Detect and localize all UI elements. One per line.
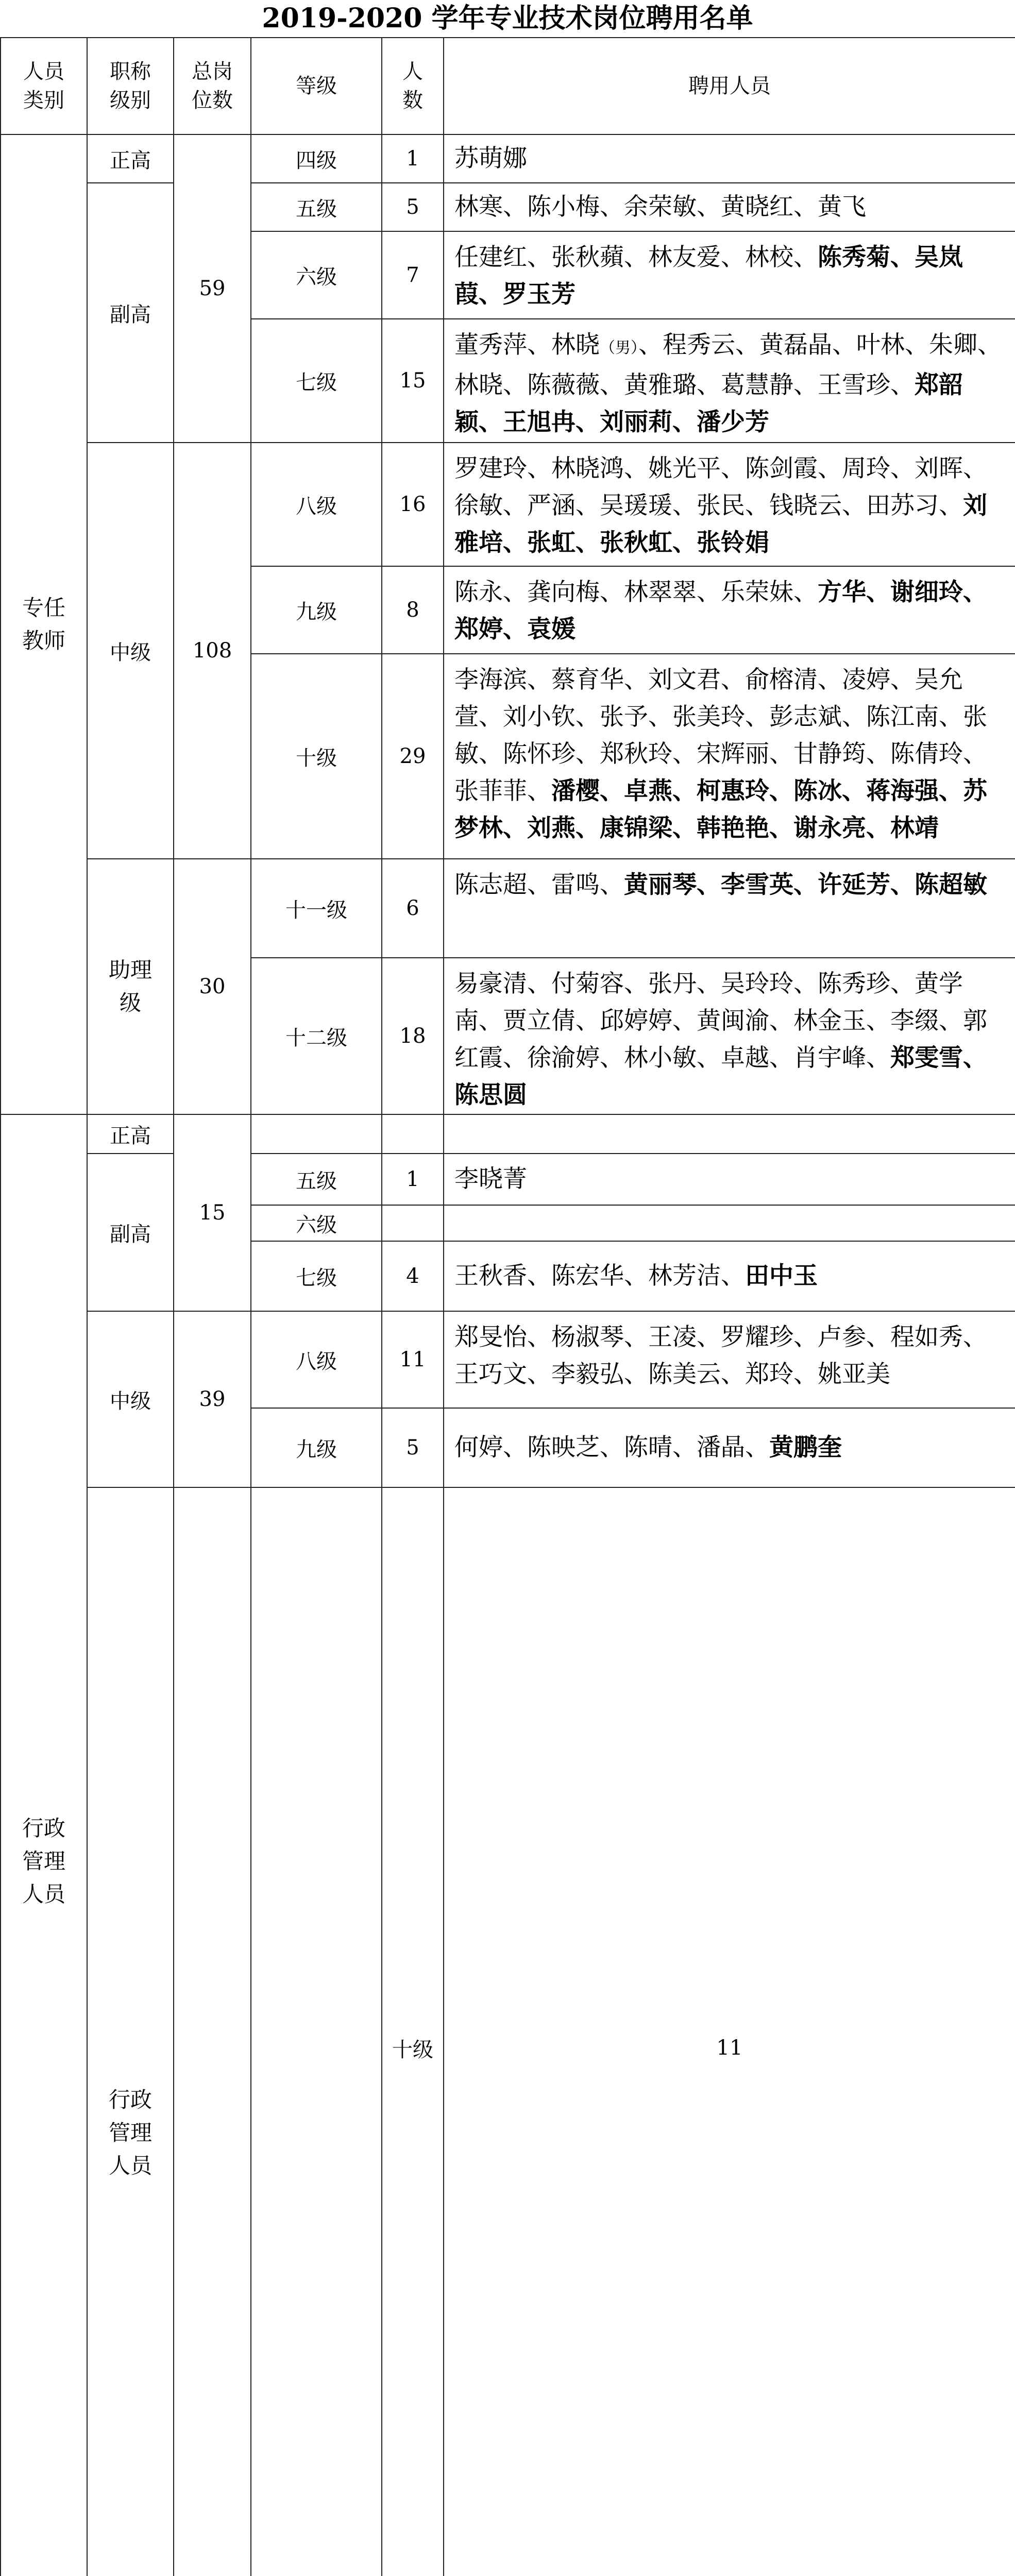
count	[382, 1205, 444, 1241]
appointees: 苏萌娜	[444, 134, 1015, 183]
grade: 六级	[251, 1205, 382, 1241]
level-assistant: 助理 级	[87, 859, 174, 1114]
appointment-table	[0, 37, 1015, 2576]
level-intermediate: 中级	[87, 1311, 174, 1487]
appointees: 易豪清、付菊容、张丹、吴玲玲、陈秀珍、黄学南、贾立倩、邱婷婷、黄闽渝、林金玉、李缀、郭红霞、徐渝婷、林小敏、卓越、肖宇峰、郑雯雪、陈思圆	[444, 958, 1015, 1114]
appointees: 林寒、陈小梅、余荣敏、黄晓红、黄飞	[444, 183, 1015, 231]
grade: 九级	[251, 566, 382, 654]
level-senior: 正高	[87, 134, 174, 183]
total-posts: 59	[174, 134, 251, 443]
count: 1	[382, 1154, 444, 1205]
count: 5	[382, 183, 444, 231]
table-row	[1, 1311, 1015, 1408]
count: 11	[444, 1487, 1015, 2576]
table-row	[1, 859, 1015, 958]
count: 6	[382, 859, 444, 958]
total-posts: 39	[174, 1311, 251, 1487]
table-row	[1, 134, 1015, 183]
level-associate-senior: 副高	[87, 1154, 174, 1311]
grade: 十二级	[251, 958, 382, 1114]
grade: 八级	[251, 1311, 382, 1408]
table-row	[1, 1114, 1015, 1154]
grade: 七级	[251, 1241, 382, 1311]
count: 1	[382, 134, 444, 183]
appointees: 董秀萍、林晓（男）、程秀云、黄磊晶、叶林、朱卿、林晓、陈薇薇、黄雅璐、葛慧静、王雪珍、郑韶颖、王旭冉、刘丽莉、潘少芳	[444, 319, 1015, 443]
page-title: 2019-2020 学年专业技术岗位聘用名单	[262, 3, 753, 34]
count: 16	[382, 443, 444, 566]
appointees	[444, 1205, 1015, 1241]
grade: 十一级	[251, 859, 382, 958]
count: 7	[382, 231, 444, 319]
header-total-posts: 总岗 位数	[174, 38, 251, 134]
grade	[251, 1114, 382, 1154]
grade: 十级	[382, 1487, 444, 2576]
count: 29	[382, 654, 444, 859]
grade: 五级	[251, 183, 382, 231]
level-senior: 正高	[87, 1114, 174, 1154]
appointees: 陈志超、雷鸣、黄丽琴、李雪英、许延芳、陈超敏	[444, 859, 1015, 958]
total-posts: 108	[174, 443, 251, 859]
header-appointees: 聘用人员	[444, 38, 1015, 134]
category-admin-staff-continued: 行政 管理 人员	[87, 1487, 174, 2576]
grade: 七级	[251, 319, 382, 443]
level-empty	[174, 1487, 251, 2576]
appointees: 李晓菁	[444, 1154, 1015, 1205]
appointees: 王秋香、陈宏华、林芳洁、田中玉	[444, 1241, 1015, 1311]
grade: 六级	[251, 231, 382, 319]
count: 18	[382, 958, 444, 1114]
total-posts: 15	[174, 1114, 251, 1311]
grade: 五级	[251, 1154, 382, 1205]
count: 15	[382, 319, 444, 443]
appointees: 李海滨、蔡育华、刘文君、俞榕清、凌婷、吴允萱、刘小钦、张予、张美玲、彭志斌、陈江南、张敏、陈怀珍、郑秋玲、宋辉丽、甘静筠、陈倩玲、张菲菲、潘樱、卓燕、柯惠玲、陈冰、蒋海强、苏梦林、刘燕、康锦梁、韩艳艳、谢永亮、林靖	[444, 654, 1015, 859]
table-header-row	[1, 38, 1015, 134]
table-row	[1, 1154, 1015, 1205]
appointees: 罗建玲、林晓鸿、姚光平、陈剑霞、周玲、刘晖、徐敏、严涵、吴瑗瑗、张民、钱晓云、田苏习、刘雅培、张虹、张秋虹、张铃娟	[444, 443, 1015, 566]
header-title-level: 职称 级别	[87, 38, 174, 134]
grade: 九级	[251, 1408, 382, 1487]
level-intermediate: 中级	[87, 443, 174, 859]
category-admin-staff: 行政 管理 人员	[1, 1114, 87, 2576]
grade: 四级	[251, 134, 382, 183]
category-teaching-staff: 专任 教师	[1, 134, 87, 1114]
count: 4	[382, 1241, 444, 1311]
appointees: 郑旻怡、杨淑琴、王凌、罗耀珍、卢参、程如秀、王巧文、李毅弘、陈美云、郑玲、姚亚美	[444, 1311, 1015, 1408]
table-row	[1, 183, 1015, 231]
grade: 十级	[251, 654, 382, 859]
total-posts: 30	[174, 859, 251, 1114]
grade: 八级	[251, 443, 382, 566]
header-grade: 等级	[251, 38, 382, 134]
header-count: 人 数	[382, 38, 444, 134]
count: 8	[382, 566, 444, 654]
appointees: 陈永、龚向梅、林翠翠、乐荣妹、方华、谢细玲、郑婷、袁媛	[444, 566, 1015, 654]
count	[382, 1114, 444, 1154]
appointees: 何婷、陈映芝、陈晴、潘晶、黄鹏奎	[444, 1408, 1015, 1487]
level-associate-senior: 副高	[87, 183, 174, 443]
header-category: 人员 类别	[1, 38, 87, 134]
count: 11	[382, 1311, 444, 1408]
count: 5	[382, 1408, 444, 1487]
appointees: 任建红、张秋蘋、林友爱、林校、陈秀菊、吴岚葭、罗玉芳	[444, 231, 1015, 319]
total-posts	[251, 1487, 382, 2576]
table-row	[1, 1487, 1015, 2576]
table-row	[1, 443, 1015, 566]
appointees	[444, 1114, 1015, 1154]
